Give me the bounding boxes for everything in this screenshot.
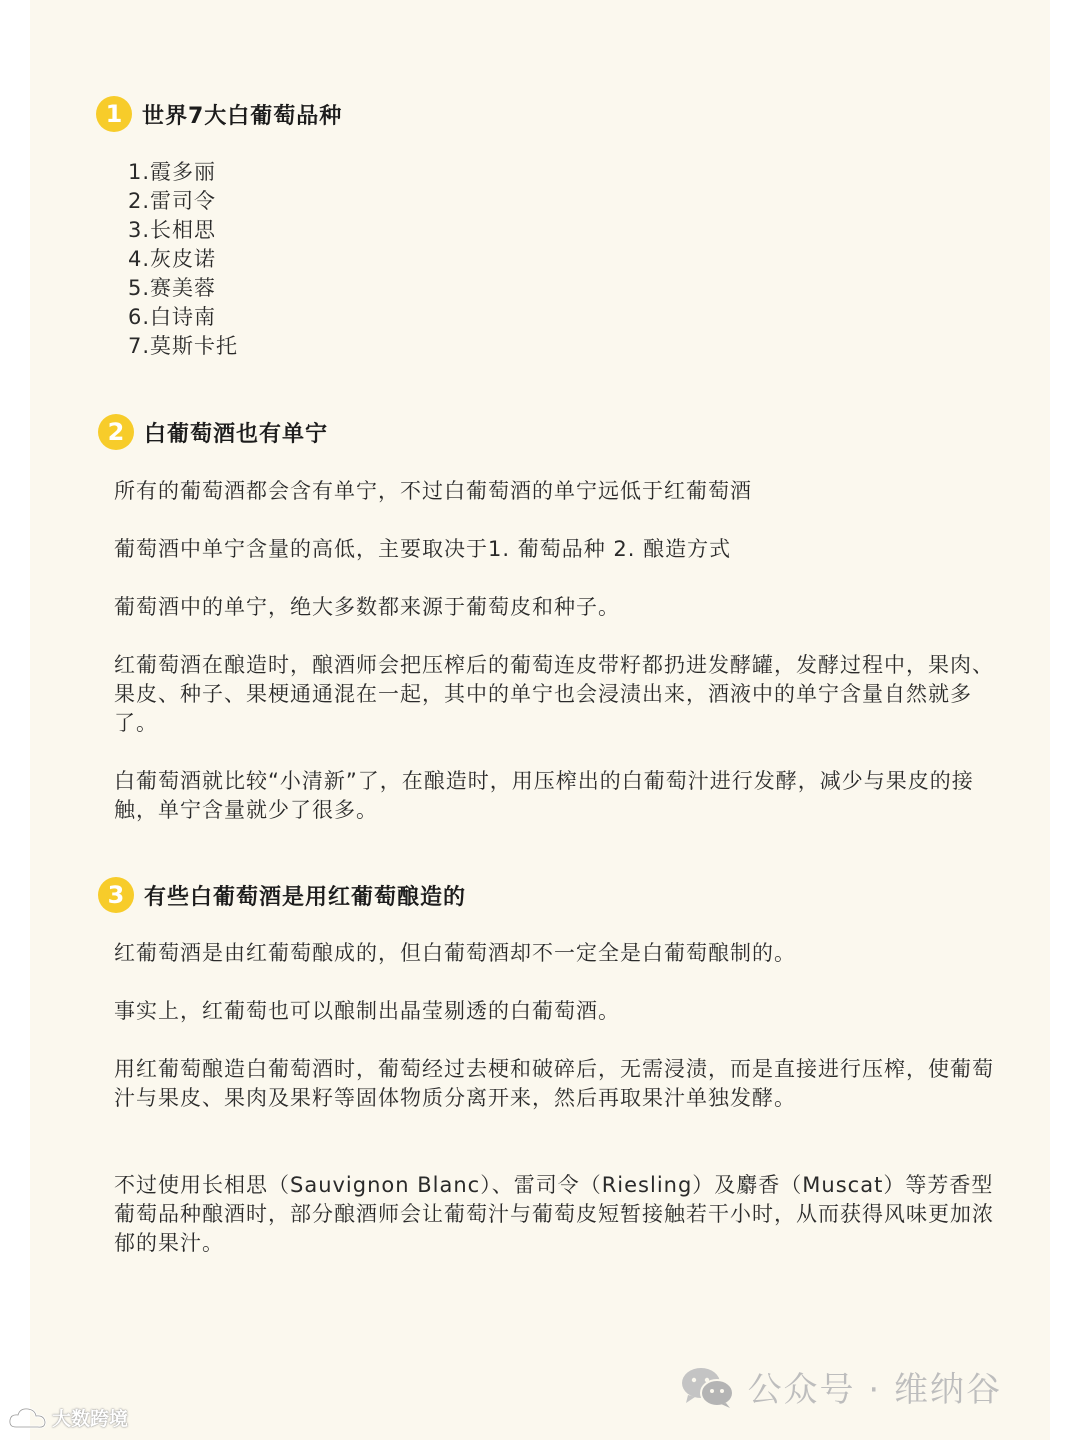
section-3-header — [98, 877, 466, 913]
paragraph: 红葡萄酒在酿造时，酿酒师会把压榨后的葡萄连皮带籽都扔进发酵罐，发酵过程中，果肉、果皮、种子、果梗通通混在一起，其中的单宁也会浸渍出来，酒液中的单宁含量自然就多了。 — [114, 653, 994, 735]
article-page — [30, 0, 1050, 1440]
paragraph: 所有的葡萄酒都会含有单宁，不过白葡萄酒的单宁远低于红葡萄酒 — [114, 479, 752, 503]
list-item: 6.白诗南 — [128, 305, 217, 329]
paragraph: 不过使用长相思（Sauvignon Blanc）、雷司令（Riesling）及麝香（Muscat）等芳香型葡萄品种酿酒时，部分酿酒师会让葡萄汁与葡萄皮短暂接触若干小时，从而获得风味更加浓郁的果汁。 — [114, 1173, 994, 1255]
section-1-header — [96, 96, 342, 132]
number-badge-1: 1 — [96, 96, 132, 132]
paragraph: 葡萄酒中单宁含量的高低，主要取决于1. 葡萄品种 2. 酿造方式 — [114, 537, 732, 561]
list-item: 3.长相思 — [128, 218, 217, 242]
section-2-header — [98, 414, 328, 450]
paragraph: 红葡萄酒是由红葡萄酿成的，但白葡萄酒却不一定全是白葡萄酿制的。 — [114, 941, 796, 965]
cloud-logo-icon — [8, 1405, 48, 1431]
brand-watermark — [8, 1404, 128, 1431]
section-2-title: 白葡萄酒也有单宁 — [144, 421, 329, 447]
paragraph: 用红葡萄酿造白葡萄酒时，葡萄经过去梗和破碎后，无需浸渍，而是直接进行压榨，使葡萄汁与果皮、果肉及果籽等固体物质分离开来，然后再取果汁单独发酵。 — [114, 1057, 994, 1110]
list-item: 5.赛美蓉 — [128, 276, 217, 300]
wechat-icon — [680, 1365, 736, 1409]
watermark-text: 公众号 · 维纳谷 — [747, 1370, 1002, 1410]
list-item: 7.莫斯卡托 — [128, 334, 239, 358]
section-1-title: 世界7大白葡萄品种 — [142, 103, 343, 129]
list-item: 1.霞多丽 — [128, 160, 217, 184]
grape-variety-list — [128, 158, 238, 361]
number-badge-3: 3 — [98, 877, 134, 913]
number-badge-2: 2 — [98, 414, 134, 450]
paragraph: 事实上，红葡萄也可以酿制出晶莹剔透的白葡萄酒。 — [114, 999, 620, 1023]
paragraph: 白葡萄酒就比较“小清新”了，在酿造时，用压榨出的白葡萄汁进行发酵，减少与果皮的接触，单宁含量就少了很多。 — [114, 769, 974, 822]
list-item: 4.灰皮诺 — [128, 247, 217, 271]
wechat-watermark — [680, 1362, 1002, 1411]
list-item: 2.雷司令 — [128, 189, 217, 213]
section-3-title: 有些白葡萄酒是用红葡萄酿造的 — [144, 884, 467, 910]
paragraph: 葡萄酒中的单宁，绝大多数都来源于葡萄皮和种子。 — [114, 595, 620, 619]
brand-watermark-text: 大数跨境 — [52, 1408, 129, 1430]
